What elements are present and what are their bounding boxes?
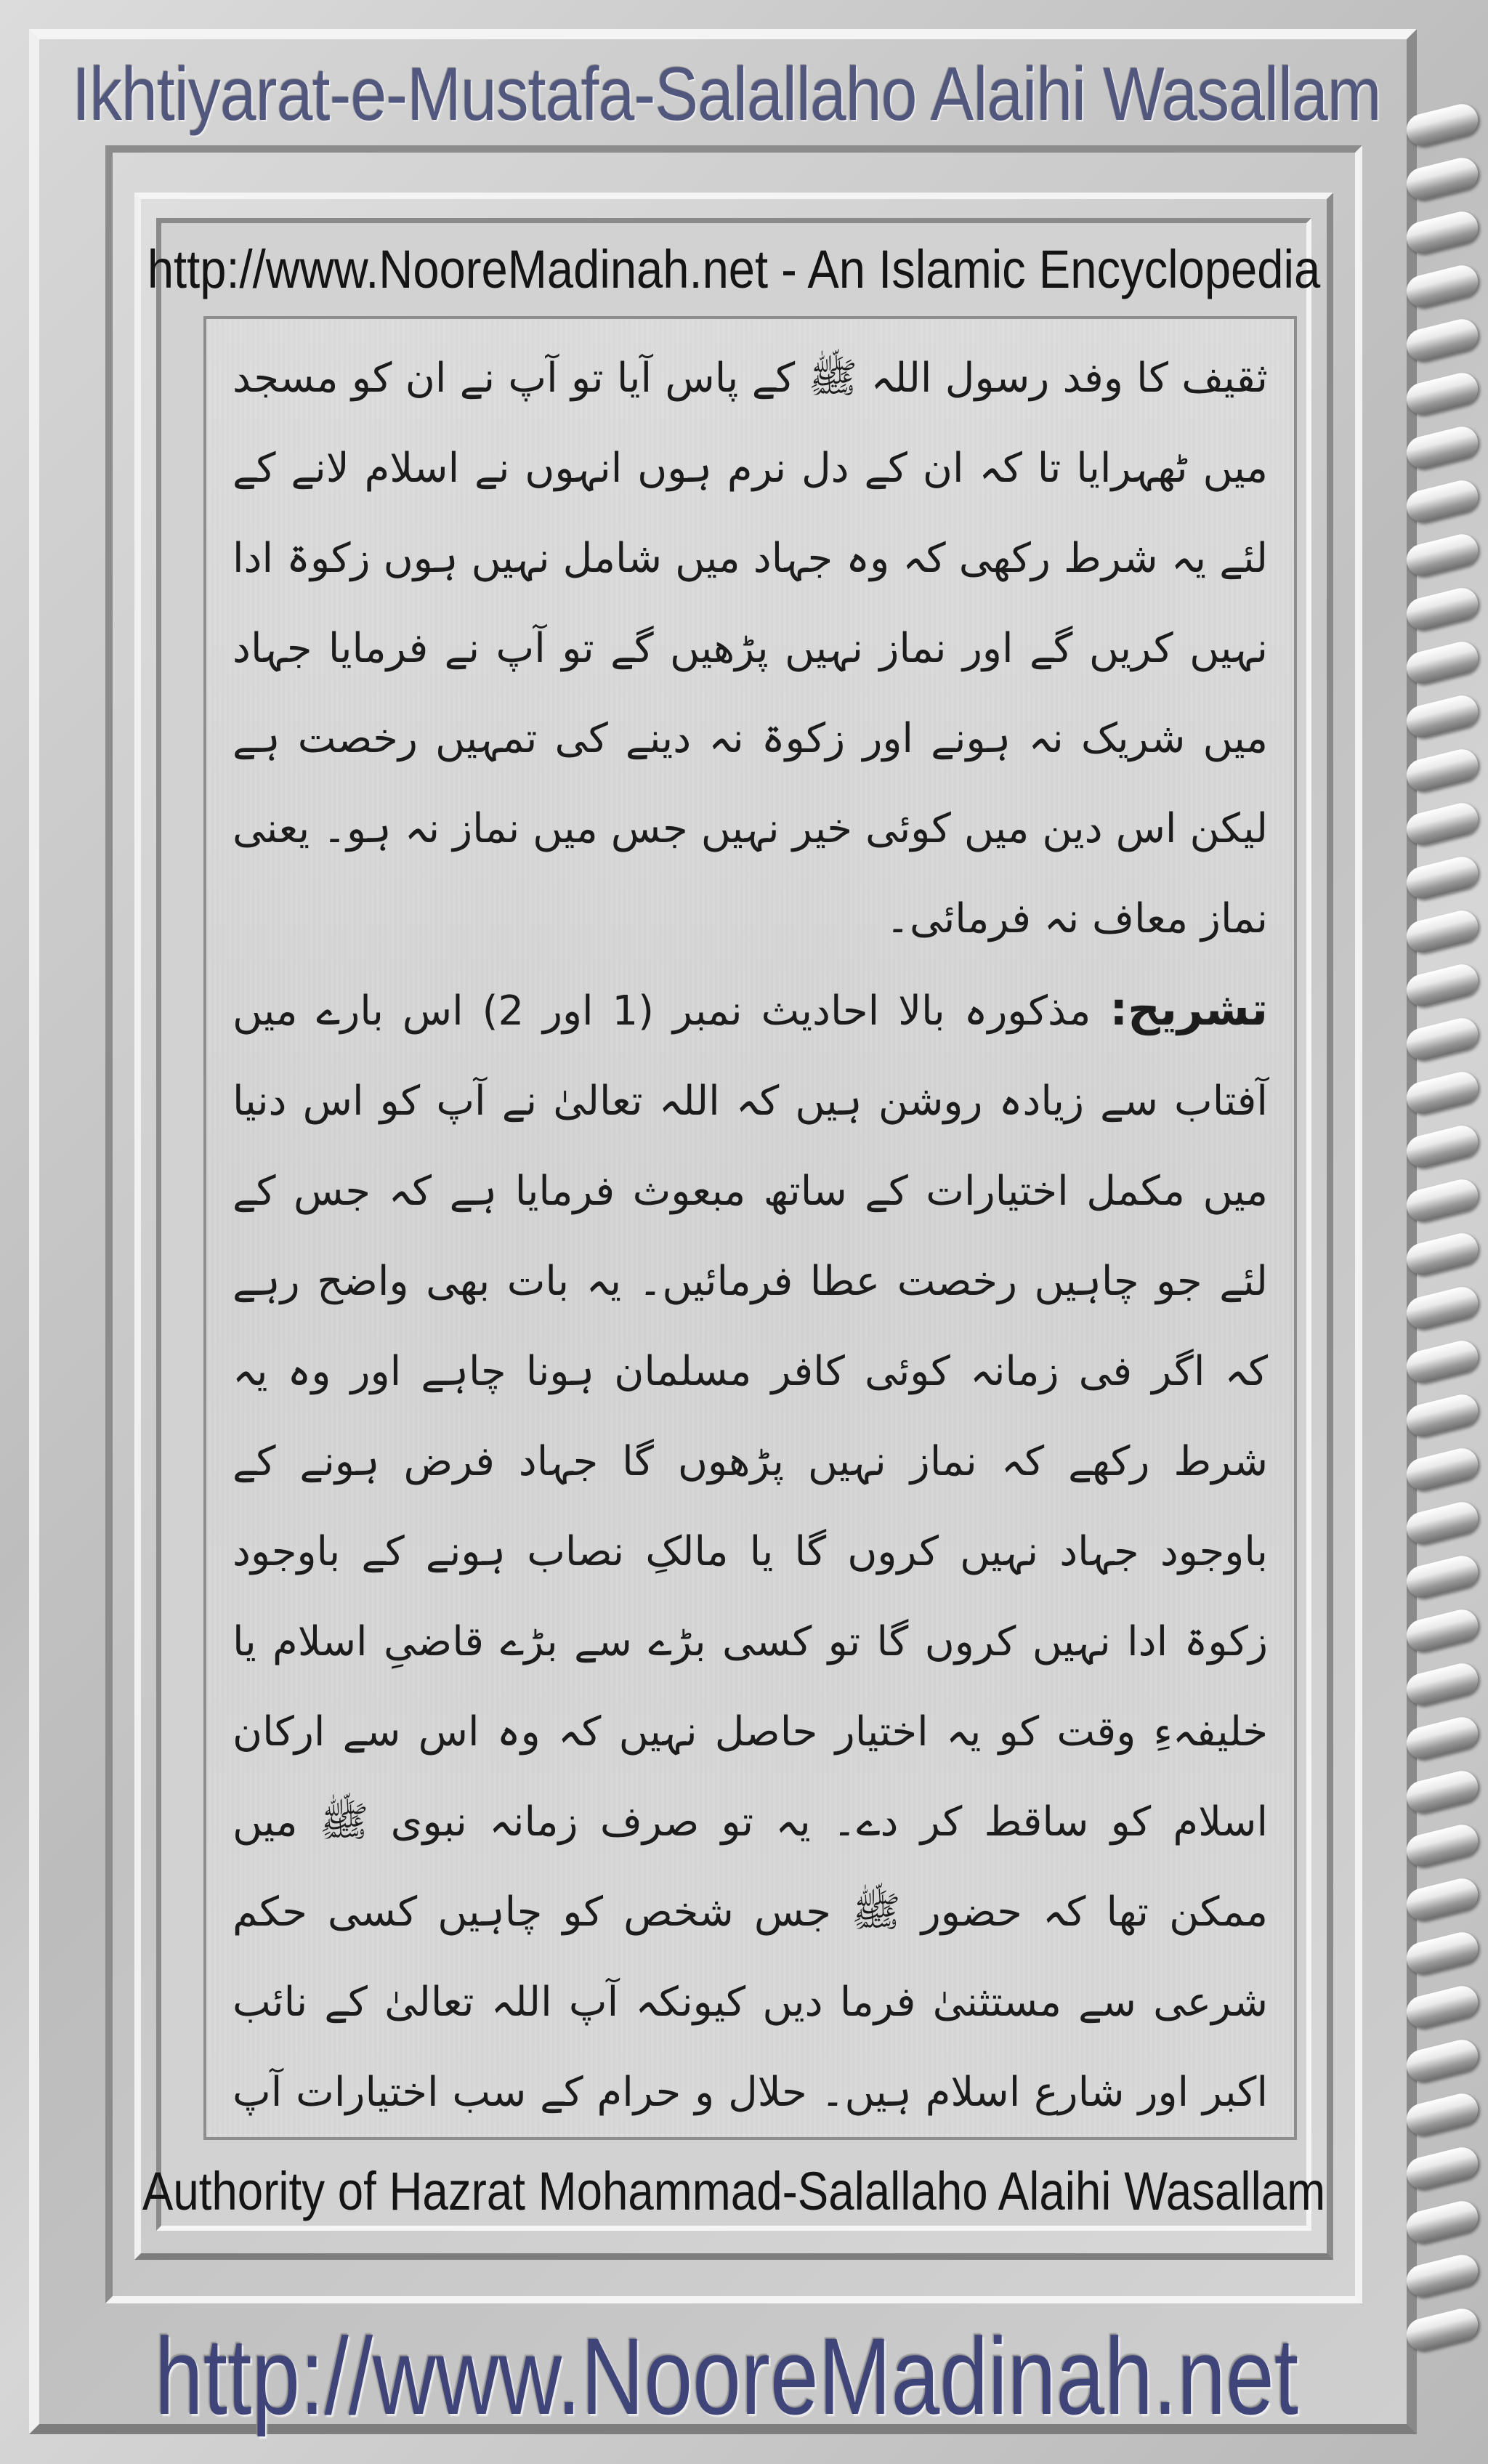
- binder-ring-icon: [1403, 1822, 1481, 1870]
- binder-ring-icon: [1403, 209, 1481, 257]
- binder-rings: [1406, 109, 1486, 2332]
- binder-ring-icon: [1403, 477, 1481, 526]
- tashreeh-label: تشریح:: [1109, 982, 1269, 1035]
- binder-ring-icon: [1403, 692, 1481, 741]
- binder-ring-icon: [1403, 908, 1481, 956]
- binder-ring-icon: [1403, 1553, 1481, 1601]
- binder-ring-icon: [1403, 370, 1481, 419]
- binder-ring-icon: [1403, 585, 1481, 634]
- binder-ring-icon: [1403, 424, 1481, 472]
- binder-ring-icon: [1403, 1875, 1481, 1924]
- site-title: Ikhtiyarat-e-Mustafa-Salallaho Alaihi Wasallam: [72, 52, 1381, 137]
- binder-ring-icon: [1403, 262, 1481, 311]
- binder-ring-icon: [1403, 1284, 1481, 1333]
- binder-ring-icon: [1403, 1123, 1481, 1171]
- scanned-page: [203, 316, 1297, 2140]
- binder-ring-icon: [1403, 854, 1481, 902]
- binder-ring-icon: [1403, 1660, 1481, 1709]
- binder-ring-icon: [1403, 1499, 1481, 1548]
- binder-ring-icon: [1403, 1983, 1481, 2032]
- binder-ring-icon: [1403, 1607, 1481, 1655]
- binder-ring-icon: [1403, 2091, 1481, 2139]
- binder-ring-icon: [1403, 2144, 1481, 2193]
- binder-ring-icon: [1403, 1015, 1481, 1064]
- bottom-site-url[interactable]: http://www.NooreMadinah.net: [154, 2314, 1299, 2437]
- binder-ring-icon: [1403, 746, 1481, 795]
- urdu-text-body: [232, 334, 1268, 2140]
- binder-ring-icon: [1403, 1230, 1481, 1279]
- binder-ring-icon: [1403, 2037, 1481, 2085]
- binder-ring-icon: [1403, 800, 1481, 849]
- page-footer: Authority of Hazrat Mohammad-Salallaho Alaihi Wasallam: [142, 2160, 1326, 2221]
- tashreeh-text: مذکورہ بالا احادیث نمبر (1 اور 2) اس بارے میں آفتاب سے زیادہ روشن ہیں کہ اللہ تعالیٰ نے آپ کو اس دنیا میں مکمل اختیارات کے ساتھ مبعوث فرمایا ہے کہ جس کے لئے جو چاہیں رخصت عطا فرمائیں۔ یہ بات بھی واضح رہے کہ اگر فی زمانہ کوئی کافر مسلمان ہونا چاہے اور وہ یہ شرط رکھے کہ نماز نہیں پڑھوں گا جہاد فرض ہونے کے باوجود جہاد نہیں کروں گا یا مالکِ نصاب ہونے کے باوجود زکوۃ ادا نہیں کروں گا تو کسی بڑے سے بڑے قاضیِ اسلام یا خلیفہءِ وقت کو یہ اختیار حاصل نہیں کہ وہ اس سے ارکان اسلام کو ساقط کر دے۔ یہ تو صرف زمانہ نبوی ﷺ میں ممکن تھا کہ حضور ﷺ جس شخص کو چاہیں کسی حکم شرعی سے مستثنیٰ فرما دیں کیونکہ آپ اللہ تعالیٰ کے نائب اکبر اور شارع اسلام ہیں۔ حلال و حرام کے سب اختیارات آپ: [232, 987, 1268, 2116]
- binder-ring-icon: [1403, 1445, 1481, 1494]
- paragraph-thaqif: ثقیف کا وفد رسول اللہ ﷺ کے پاس آیا تو آپ نے ان کو مسجد میں ٹھہرایا تا کہ ان کے دل نرم ہوں انہوں نے اسلام لانے کے لئے یہ شرط رکھی کہ وہ جہاد میں شامل نہیں ہوں زکوۃ ادا نہیں کریں گے اور نماز نہیں پڑھیں گے تو آپ نے فرمایا جہاد میں شریک نہ ہونے اور زکوۃ نہ دینے کی تمہیں رخصت ہے لیکن اس دین میں کوئی خیر نہیں جس میں نماز نہ ہو۔ یعنی نماز معاف نہ فرمائی۔: [232, 355, 1268, 942]
- binder-ring-icon: [1403, 316, 1481, 365]
- binder-ring-icon: [1403, 531, 1481, 580]
- binder-ring-icon: [1403, 2198, 1481, 2247]
- binder-ring-icon: [1403, 1338, 1481, 1386]
- binder-ring-icon: [1403, 961, 1481, 1010]
- binder-ring-icon: [1403, 1391, 1481, 1440]
- binder-ring-icon: [1403, 1176, 1481, 1225]
- binder-ring-icon: [1403, 2252, 1481, 2301]
- binder-ring-icon: [1403, 1714, 1481, 1763]
- binder-ring-icon: [1403, 1929, 1481, 1978]
- binder-ring-icon: [1403, 155, 1481, 203]
- binder-ring-icon: [1403, 1768, 1481, 1817]
- page-header-url: http://www.NooreMadinah.net - An Islamic Encyclopedia: [147, 238, 1321, 299]
- binder-ring-icon: [1403, 1069, 1481, 1118]
- paragraph-tashreeh: [232, 964, 1268, 2140]
- binder-ring-icon: [1403, 639, 1481, 687]
